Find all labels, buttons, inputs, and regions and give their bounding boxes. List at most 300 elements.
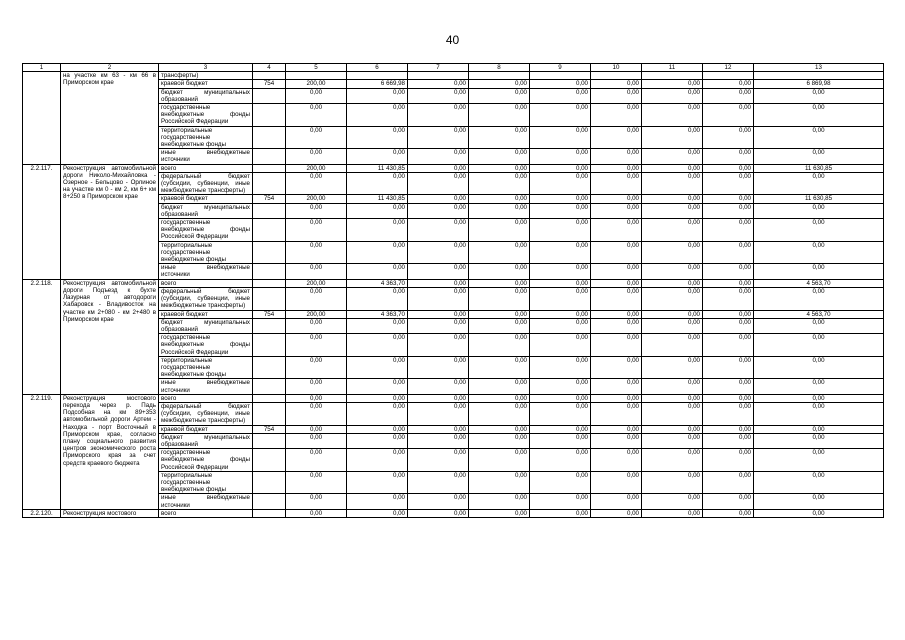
amount-cell: 0,00 [754, 203, 884, 218]
amount-cell: 0,00 [408, 425, 469, 433]
grbs-code [253, 509, 286, 517]
amount-cell: 0,00 [642, 172, 703, 195]
amount-cell: 0,00 [703, 287, 754, 310]
amount-cell: 0,00 [703, 195, 754, 203]
amount-cell: 0,00 [703, 264, 754, 279]
column-header: 7 [408, 64, 469, 72]
amount-cell: 0,00 [642, 80, 703, 88]
amount-cell: 0,00 [754, 433, 884, 448]
amount-cell: 0,00 [642, 356, 703, 379]
amount-cell: 0,00 [591, 334, 642, 357]
funding-source: иные внебюджетные источники [159, 494, 253, 509]
amount-cell: 0,00 [642, 149, 703, 164]
budget-table [22, 63, 884, 518]
measure-name: Реконструкция автомобильной дороги Подъезд к бухте Лазурная от автодороги Хабаровск - Владивосток на участке км 2+080 - км 2+480 в Приморском крае [61, 279, 159, 394]
amount-cell: 0,00 [408, 164, 469, 172]
amount-cell: 0,00 [530, 203, 591, 218]
grbs-code [253, 287, 286, 310]
amount-cell: 0,00 [591, 88, 642, 103]
amount-cell: 0,00 [347, 425, 408, 433]
funding-source: краевой бюджет [159, 425, 253, 433]
amount-cell: 0,00 [469, 195, 530, 203]
amount-cell: 0,00 [703, 509, 754, 517]
column-header: 4 [253, 64, 286, 72]
funding-source: краевой бюджет [159, 195, 253, 203]
funding-source: всего [159, 164, 253, 172]
amount-cell: 0,00 [286, 379, 347, 394]
amount-cell: 0,00 [286, 104, 347, 127]
amount-cell: 0,00 [347, 402, 408, 425]
amount-cell: 0,00 [347, 471, 408, 494]
funding-source: всего [159, 394, 253, 402]
grbs-code [253, 172, 286, 195]
amount-cell: 0,00 [703, 494, 754, 509]
amount-cell: 200,00 [286, 80, 347, 88]
amount-cell: 0,00 [591, 80, 642, 88]
amount-cell: 0,00 [530, 402, 591, 425]
amount-cell: 0,00 [408, 172, 469, 195]
funding-source: территориальные государственные внебюджетные фонды [159, 356, 253, 379]
funding-source: государственные внебюджетные фонды Российской Федерации [159, 104, 253, 127]
funding-source: краевой бюджет [159, 310, 253, 318]
column-header: 3 [159, 64, 253, 72]
amount-cell: 0,00 [642, 425, 703, 433]
amount-cell: 0,00 [286, 203, 347, 218]
amount-cell: 0,00 [703, 356, 754, 379]
amount-cell: 0,00 [642, 241, 703, 264]
amount-cell: 0,00 [642, 104, 703, 127]
amount-cell: 0,00 [286, 287, 347, 310]
amount-cell: 0,00 [703, 149, 754, 164]
amount-cell: 0,00 [286, 241, 347, 264]
amount-cell: 0,00 [530, 425, 591, 433]
grbs-code [253, 72, 286, 80]
amount-cell: 0,00 [754, 509, 884, 517]
amount-cell: 0,00 [754, 264, 884, 279]
grbs-code [253, 402, 286, 425]
amount-cell: 0,00 [530, 318, 591, 333]
amount-cell: 0,00 [408, 195, 469, 203]
amount-cell [347, 72, 408, 80]
amount-cell: 0,00 [530, 195, 591, 203]
amount-cell: 0,00 [591, 172, 642, 195]
amount-cell: 11 430,85 [347, 164, 408, 172]
amount-cell: 0,00 [754, 219, 884, 242]
amount-cell: 0,00 [703, 88, 754, 103]
measure-name: Реконструкция мостового [61, 509, 159, 517]
column-header: 8 [469, 64, 530, 72]
grbs-code [253, 219, 286, 242]
amount-cell: 0,00 [469, 449, 530, 472]
amount-cell: 0,00 [754, 394, 884, 402]
amount-cell: 11 430,85 [347, 195, 408, 203]
amount-cell: 0,00 [703, 279, 754, 287]
amount-cell: 0,00 [530, 88, 591, 103]
amount-cell: 0,00 [408, 433, 469, 448]
amount-cell: 0,00 [642, 126, 703, 149]
amount-cell: 0,00 [347, 126, 408, 149]
amount-cell: 0,00 [591, 379, 642, 394]
amount-cell: 0,00 [286, 449, 347, 472]
amount-cell: 0,00 [642, 279, 703, 287]
amount-cell: 0,00 [642, 310, 703, 318]
measure-name: Реконструкция автомобильной дороги Николо-Михайловка - Озерное - Бельцово - Орлиное на участке км 0 - км 2, км 6+ км 8+250 в Приморском крае [61, 164, 159, 279]
amount-cell: 0,00 [286, 425, 347, 433]
amount-cell: 0,00 [469, 394, 530, 402]
amount-cell [530, 72, 591, 80]
amount-cell: 0,00 [286, 88, 347, 103]
amount-cell: 0,00 [591, 509, 642, 517]
funding-source: иные внебюджетные источники [159, 149, 253, 164]
funding-source: федеральный бюджет (субсидии, субвенции, иные межбюджетные трансферты) [159, 402, 253, 425]
amount-cell: 0,00 [469, 287, 530, 310]
amount-cell: 6 869,98 [754, 80, 884, 88]
table-row [23, 72, 884, 80]
column-header: 13 [754, 64, 884, 72]
amount-cell: 0,00 [469, 203, 530, 218]
amount-cell: 0,00 [754, 287, 884, 310]
grbs-code [253, 471, 286, 494]
funding-source: территориальные государственные внебюджетные фонды [159, 126, 253, 149]
amount-cell: 0,00 [408, 80, 469, 88]
grbs-code [253, 126, 286, 149]
column-header-row [23, 64, 884, 72]
amount-cell: 200,00 [286, 310, 347, 318]
grbs-code: 754 [253, 195, 286, 203]
amount-cell: 11 630,85 [754, 164, 884, 172]
funding-source: государственные внебюджетные фонды Российской Федерации [159, 449, 253, 472]
funding-source: иные внебюджетные источники [159, 264, 253, 279]
amount-cell: 0,00 [703, 241, 754, 264]
amount-cell: 0,00 [703, 425, 754, 433]
amount-cell: 0,00 [469, 379, 530, 394]
column-header: 9 [530, 64, 591, 72]
amount-cell: 0,00 [408, 287, 469, 310]
amount-cell: 4 363,70 [347, 279, 408, 287]
amount-cell: 0,00 [286, 494, 347, 509]
amount-cell: 0,00 [754, 494, 884, 509]
amount-cell [642, 72, 703, 80]
funding-source: государственные внебюджетные фонды Российской Федерации [159, 219, 253, 242]
amount-cell: 0,00 [469, 241, 530, 264]
column-header: 11 [642, 64, 703, 72]
amount-cell: 0,00 [469, 279, 530, 287]
amount-cell: 0,00 [530, 279, 591, 287]
amount-cell: 0,00 [347, 394, 408, 402]
amount-cell: 0,00 [530, 310, 591, 318]
amount-cell: 0,00 [347, 241, 408, 264]
amount-cell: 0,00 [530, 264, 591, 279]
funding-source: федеральный бюджет (субсидии, субвенции, иные межбюджетные трансферты) [159, 172, 253, 195]
amount-cell: 0,00 [408, 356, 469, 379]
amount-cell: 0,00 [347, 449, 408, 472]
amount-cell: 0,00 [286, 433, 347, 448]
amount-cell: 0,00 [530, 471, 591, 494]
amount-cell: 0,00 [591, 318, 642, 333]
amount-cell: 0,00 [591, 310, 642, 318]
amount-cell: 0,00 [408, 88, 469, 103]
amount-cell: 0,00 [642, 449, 703, 472]
amount-cell: 0,00 [591, 149, 642, 164]
amount-cell: 0,00 [286, 471, 347, 494]
amount-cell: 0,00 [469, 509, 530, 517]
measure-code [23, 72, 61, 164]
measure-code: 2.2.117. [23, 164, 61, 279]
funding-source: государственные внебюджетные фонды Российской Федерации [159, 334, 253, 357]
grbs-code [253, 334, 286, 357]
amount-cell: 0,00 [642, 471, 703, 494]
amount-cell: 0,00 [530, 241, 591, 264]
amount-cell: 0,00 [530, 494, 591, 509]
amount-cell: 0,00 [347, 509, 408, 517]
amount-cell: 0,00 [642, 195, 703, 203]
amount-cell: 0,00 [408, 509, 469, 517]
amount-cell: 0,00 [754, 449, 884, 472]
amount-cell: 0,00 [591, 394, 642, 402]
amount-cell: 0,00 [754, 149, 884, 164]
amount-cell: 0,00 [754, 334, 884, 357]
amount-cell: 0,00 [530, 433, 591, 448]
amount-cell: 0,00 [286, 334, 347, 357]
amount-cell: 0,00 [530, 126, 591, 149]
grbs-code [253, 494, 286, 509]
amount-cell: 0,00 [286, 509, 347, 517]
grbs-code: 754 [253, 310, 286, 318]
amount-cell: 0,00 [703, 433, 754, 448]
amount-cell: 0,00 [591, 203, 642, 218]
measure-code: 2.2.120. [23, 509, 61, 517]
amount-cell: 0,00 [469, 88, 530, 103]
amount-cell: 0,00 [591, 219, 642, 242]
column-header: 12 [703, 64, 754, 72]
amount-cell: 0,00 [408, 310, 469, 318]
grbs-code [253, 318, 286, 333]
amount-cell: 11 630,85 [754, 195, 884, 203]
grbs-code: 754 [253, 80, 286, 88]
amount-cell: 0,00 [530, 509, 591, 517]
amount-cell: 0,00 [591, 433, 642, 448]
amount-cell: 0,00 [469, 164, 530, 172]
amount-cell: 0,00 [408, 394, 469, 402]
grbs-code [253, 149, 286, 164]
funding-source: всего [159, 279, 253, 287]
table-row [23, 164, 884, 172]
amount-cell: 200,00 [286, 195, 347, 203]
amount-cell: 0,00 [703, 203, 754, 218]
amount-cell: 0,00 [286, 126, 347, 149]
amount-cell: 0,00 [347, 88, 408, 103]
amount-cell: 0,00 [347, 203, 408, 218]
amount-cell: 200,00 [286, 279, 347, 287]
amount-cell: 0,00 [703, 449, 754, 472]
amount-cell: 0,00 [469, 334, 530, 357]
amount-cell: 0,00 [408, 471, 469, 494]
amount-cell: 0,00 [754, 318, 884, 333]
funding-source: трансферты) [159, 72, 253, 80]
amount-cell: 0,00 [703, 379, 754, 394]
budget-table-body [23, 64, 884, 518]
amount-cell: 0,00 [642, 164, 703, 172]
grbs-code [253, 241, 286, 264]
amount-cell: 0,00 [408, 241, 469, 264]
amount-cell: 0,00 [703, 126, 754, 149]
amount-cell: 0,00 [703, 219, 754, 242]
amount-cell: 0,00 [286, 172, 347, 195]
amount-cell: 0,00 [286, 264, 347, 279]
amount-cell: 0,00 [754, 104, 884, 127]
amount-cell: 0,00 [642, 433, 703, 448]
amount-cell: 0,00 [286, 149, 347, 164]
amount-cell: 0,00 [286, 318, 347, 333]
amount-cell: 0,00 [347, 149, 408, 164]
amount-cell: 0,00 [347, 219, 408, 242]
amount-cell: 0,00 [591, 287, 642, 310]
amount-cell: 0,00 [469, 149, 530, 164]
amount-cell: 0,00 [286, 219, 347, 242]
grbs-code [253, 88, 286, 103]
amount-cell: 200,00 [286, 164, 347, 172]
amount-cell: 0,00 [591, 425, 642, 433]
amount-cell: 0,00 [347, 104, 408, 127]
amount-cell: 0,00 [408, 494, 469, 509]
amount-cell [408, 72, 469, 80]
amount-cell: 0,00 [591, 494, 642, 509]
amount-cell: 0,00 [703, 172, 754, 195]
amount-cell: 0,00 [347, 356, 408, 379]
amount-cell: 0,00 [591, 164, 642, 172]
grbs-code [253, 433, 286, 448]
amount-cell: 0,00 [642, 287, 703, 310]
amount-cell: 0,00 [591, 449, 642, 472]
amount-cell: 4 563,70 [754, 279, 884, 287]
amount-cell: 0,00 [347, 172, 408, 195]
amount-cell: 0,00 [754, 241, 884, 264]
amount-cell: 0,00 [347, 494, 408, 509]
amount-cell: 0,00 [408, 219, 469, 242]
table-row [23, 394, 884, 402]
amount-cell: 0,00 [754, 88, 884, 103]
amount-cell: 0,00 [347, 318, 408, 333]
funding-source: территориальные государственные внебюджетные фонды [159, 241, 253, 264]
funding-source: территориальные государственные внебюджетные фонды [159, 471, 253, 494]
amount-cell: 0,00 [642, 494, 703, 509]
amount-cell: 0,00 [408, 264, 469, 279]
grbs-code [253, 264, 286, 279]
column-header: 5 [286, 64, 347, 72]
amount-cell: 0,00 [408, 203, 469, 218]
amount-cell: 0,00 [408, 402, 469, 425]
amount-cell: 0,00 [642, 219, 703, 242]
amount-cell: 0,00 [530, 394, 591, 402]
amount-cell: 0,00 [347, 433, 408, 448]
amount-cell: 0,00 [591, 471, 642, 494]
amount-cell: 0,00 [469, 219, 530, 242]
amount-cell: 0,00 [530, 449, 591, 472]
amount-cell: 6 669,98 [347, 80, 408, 88]
amount-cell: 0,00 [469, 494, 530, 509]
amount-cell: 0,00 [703, 394, 754, 402]
amount-cell: 0,00 [408, 334, 469, 357]
amount-cell: 0,00 [347, 287, 408, 310]
amount-cell: 0,00 [530, 164, 591, 172]
amount-cell [754, 72, 884, 80]
measure-name: на участке км 63 - км 66 в Приморском крае [61, 72, 159, 164]
amount-cell: 0,00 [642, 264, 703, 279]
amount-cell: 0,00 [642, 402, 703, 425]
amount-cell: 0,00 [286, 394, 347, 402]
grbs-code [253, 379, 286, 394]
column-header: 6 [347, 64, 408, 72]
amount-cell: 0,00 [642, 394, 703, 402]
amount-cell: 0,00 [642, 203, 703, 218]
grbs-code [253, 449, 286, 472]
amount-cell: 0,00 [469, 80, 530, 88]
amount-cell: 0,00 [591, 241, 642, 264]
column-header: 10 [591, 64, 642, 72]
funding-source: федеральный бюджет (субсидии, субвенции, иные межбюджетные трансферты) [159, 287, 253, 310]
measure-name: Реконструкция мостового перехода через р. Падь Подсобная на км 89+353 автомобильной дороги Артем - Находка - порт Восточный в Приморском крае, согласно плану социального развития центров экономического роста Приморского края за счет средств краевого бюджета [61, 394, 159, 509]
amount-cell: 4 563,70 [754, 310, 884, 318]
amount-cell [469, 72, 530, 80]
funding-source: всего [159, 509, 253, 517]
grbs-code [253, 104, 286, 127]
measure-code: 2.2.119. [23, 394, 61, 509]
grbs-code [253, 356, 286, 379]
amount-cell: 0,00 [754, 471, 884, 494]
amount-cell: 0,00 [703, 164, 754, 172]
amount-cell: 0,00 [703, 80, 754, 88]
funding-source: краевой бюджет [159, 80, 253, 88]
amount-cell [703, 72, 754, 80]
amount-cell: 0,00 [469, 126, 530, 149]
table-row [23, 279, 884, 287]
amount-cell: 0,00 [408, 126, 469, 149]
column-header: 2 [61, 64, 159, 72]
amount-cell: 0,00 [703, 104, 754, 127]
grbs-code [253, 203, 286, 218]
amount-cell: 0,00 [754, 379, 884, 394]
amount-cell: 0,00 [642, 334, 703, 357]
funding-source: иные внебюджетные источники [159, 379, 253, 394]
amount-cell: 0,00 [591, 126, 642, 149]
amount-cell: 0,00 [642, 88, 703, 103]
amount-cell: 0,00 [703, 318, 754, 333]
grbs-code [253, 279, 286, 287]
amount-cell: 0,00 [530, 104, 591, 127]
amount-cell: 0,00 [408, 104, 469, 127]
amount-cell: 0,00 [408, 318, 469, 333]
grbs-code [253, 394, 286, 402]
page-number: 40 [445, 33, 460, 47]
funding-source: бюджет муниципальных образований [159, 318, 253, 333]
table-row [23, 509, 884, 517]
amount-cell: 0,00 [703, 310, 754, 318]
amount-cell: 0,00 [530, 334, 591, 357]
amount-cell: 0,00 [591, 356, 642, 379]
amount-cell: 0,00 [754, 172, 884, 195]
grbs-code [253, 164, 286, 172]
grbs-code: 754 [253, 425, 286, 433]
amount-cell: 0,00 [754, 126, 884, 149]
amount-cell: 0,00 [703, 334, 754, 357]
amount-cell [591, 72, 642, 80]
amount-cell: 0,00 [530, 80, 591, 88]
amount-cell: 0,00 [642, 318, 703, 333]
amount-cell: 0,00 [591, 104, 642, 127]
amount-cell: 0,00 [408, 449, 469, 472]
amount-cell: 0,00 [591, 195, 642, 203]
amount-cell: 0,00 [530, 287, 591, 310]
